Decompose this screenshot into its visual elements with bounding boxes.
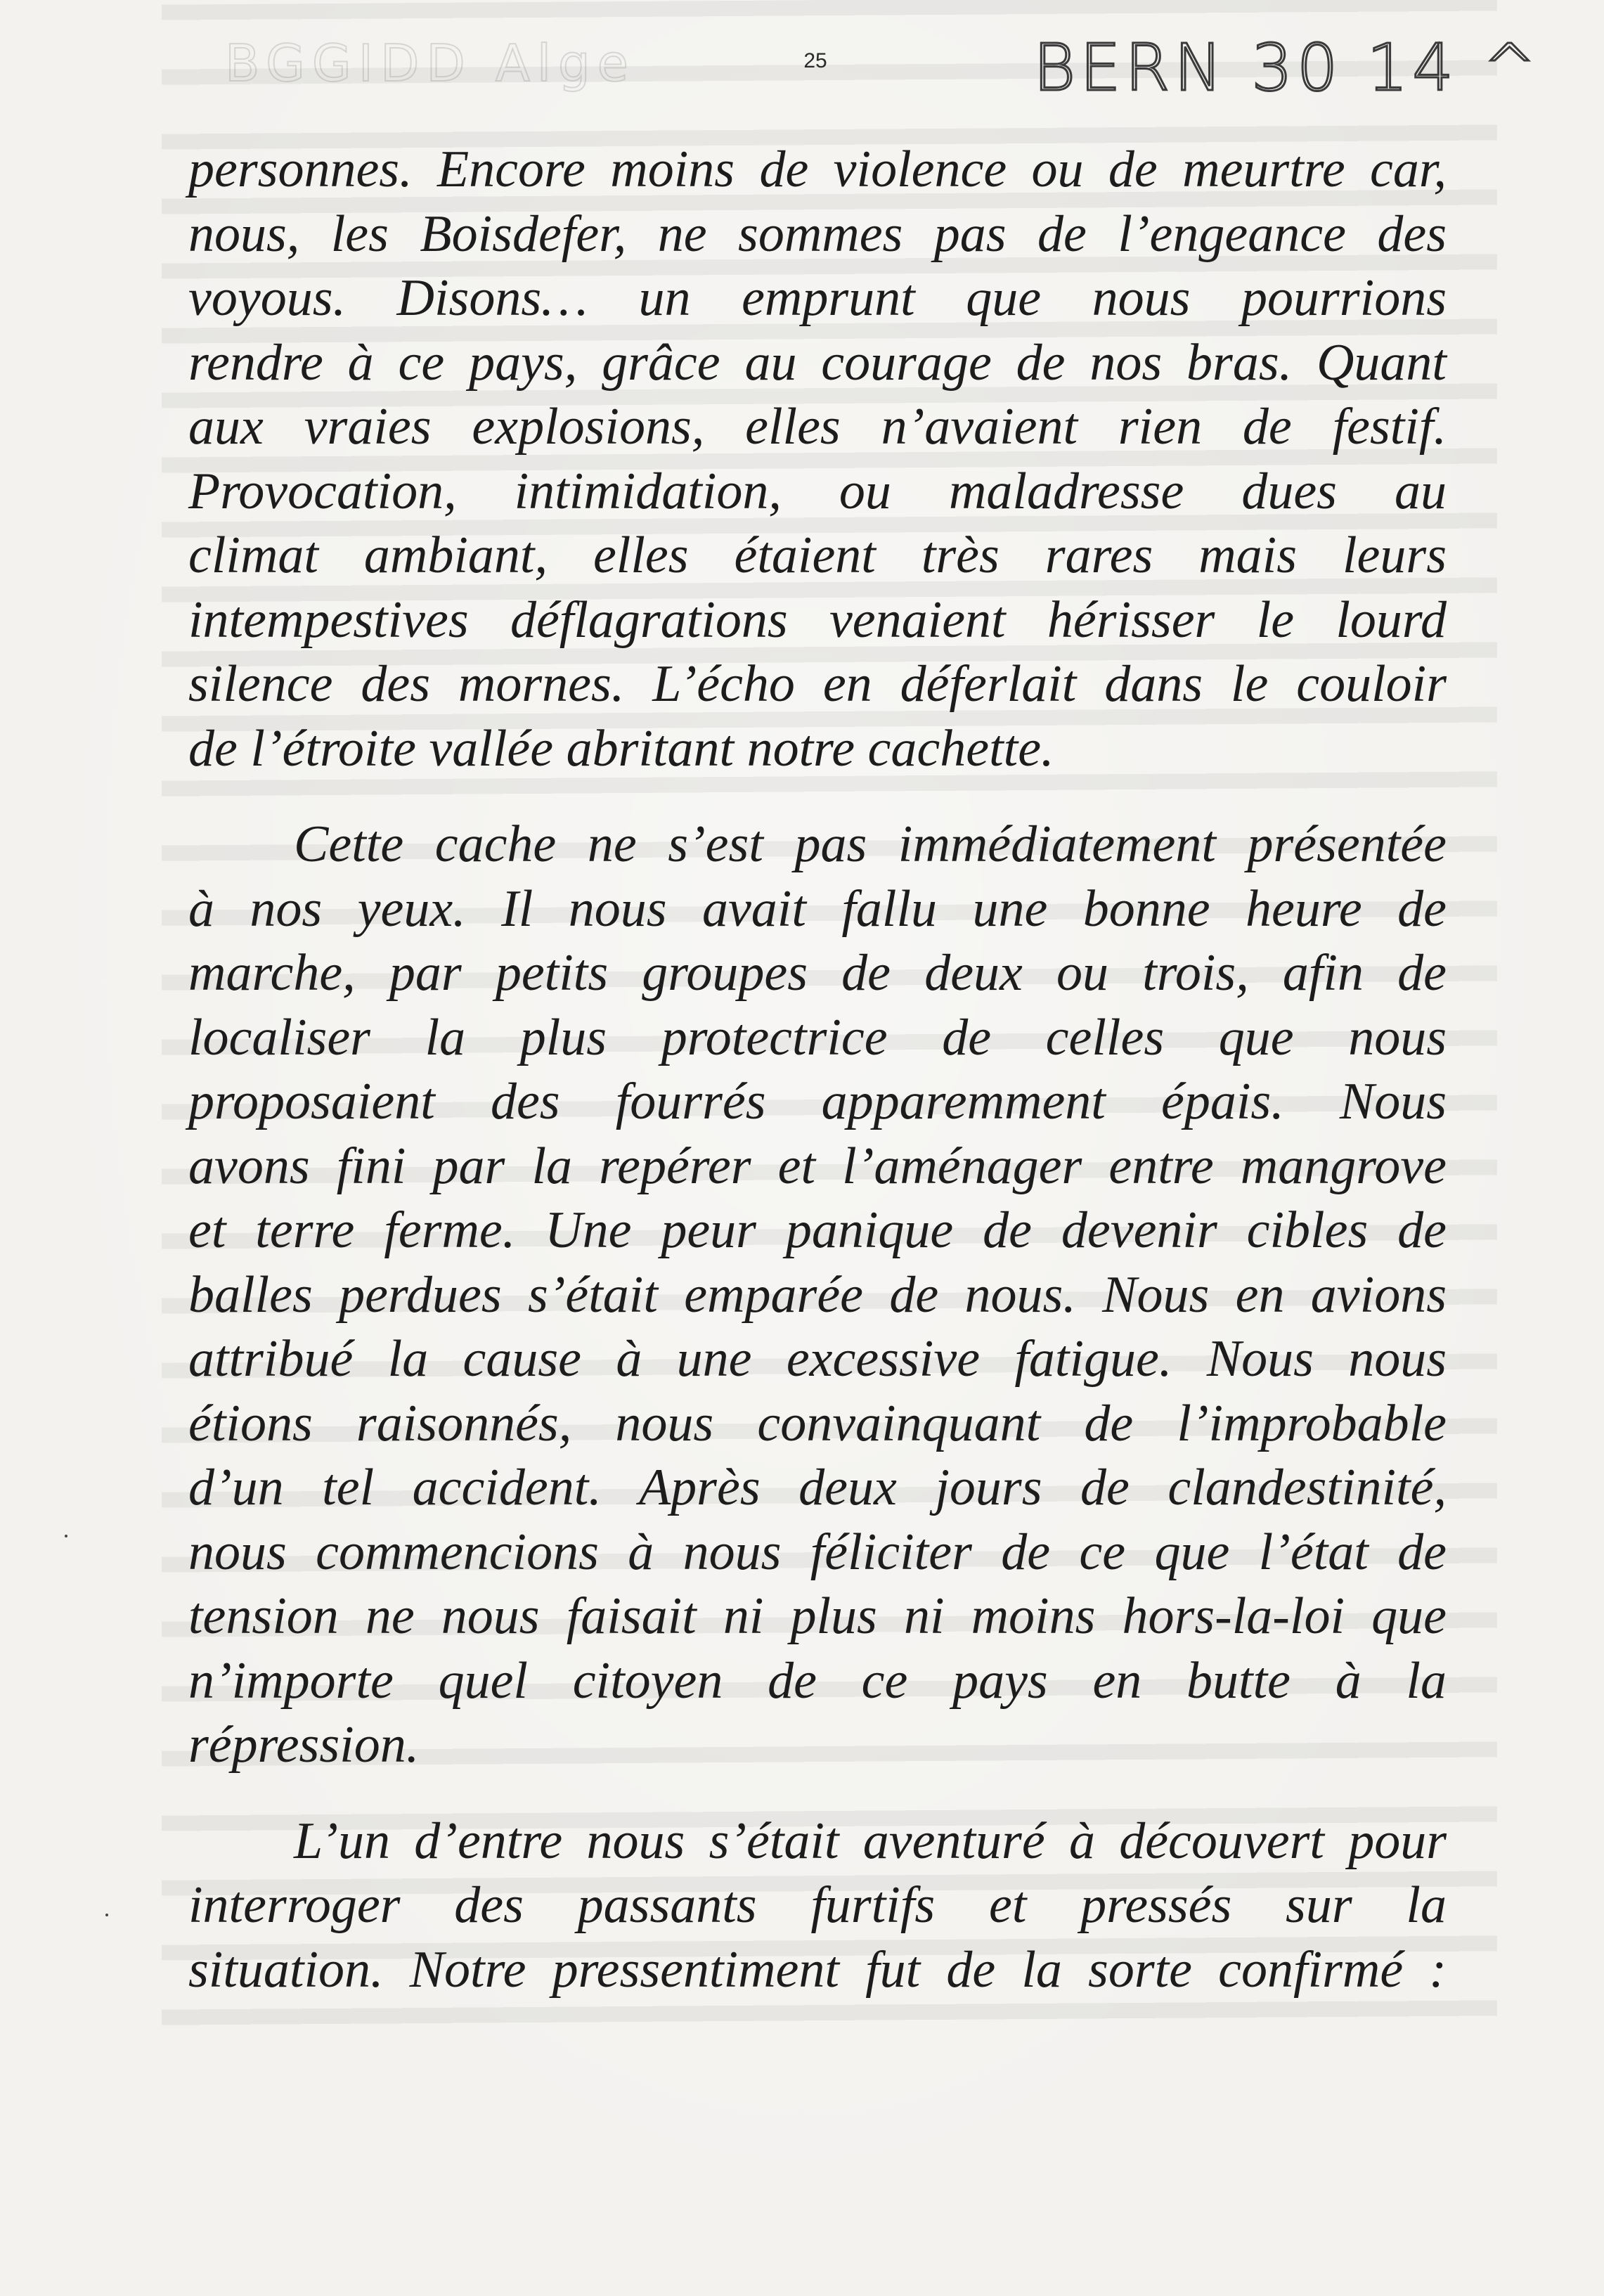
text-line: situation. Notre pressentiment fut de la sorte confirmé :	[188, 1940, 1447, 1999]
scan-speck	[105, 1914, 108, 1916]
text-line: n’importe quel citoyen de ce pays en butte à la	[188, 1651, 1447, 1710]
text-line: marche, par petits groupes de deux ou trois, afin de	[188, 944, 1447, 1002]
text-line: étions raisonnés, nous convainquant de l’improbable	[188, 1394, 1447, 1452]
text-line: interroger des passants furtifs et pressés sur la	[188, 1876, 1447, 1934]
scan-speck	[65, 1535, 67, 1537]
text-line: climat ambiant, elles étaient très rares mais leurs	[188, 527, 1447, 584]
text-line: L’un d’entre nous s’était aventuré à découvert pour	[294, 1812, 1447, 1870]
text-line: d’un tel accident. Après deux jours de clandestinité,	[188, 1459, 1447, 1516]
text-line: balles perdues s’était emparée de nous. Nous en avions	[188, 1265, 1447, 1324]
text-line: et terre ferme. Une peur panique de devenir cibles de	[188, 1201, 1447, 1259]
text-line: localiser la plus protectrice de celles que nous	[188, 1008, 1447, 1066]
handwritten-annotation	[1019, 20, 1582, 104]
text-line: tension ne nous faisait ni plus ni moins hors-la-loi que	[188, 1587, 1447, 1645]
text-line: rendre à ce pays, grâce au courage de nos bras. Quant	[188, 333, 1447, 392]
paragraph-gap	[188, 1778, 1447, 1810]
text-line: Cette cache ne s’est pas immédiatement présentée	[294, 815, 1447, 873]
text-line: nous, les Boisdefer, ne sommes pas de l’engeance des	[188, 205, 1447, 263]
text-line: Provocation, intimidation, ou maladresse dues au	[188, 462, 1447, 520]
text-line: attribué la cause à une excessive fatigue. Nous nous	[188, 1330, 1447, 1388]
text-line: répression.	[188, 1716, 420, 1774]
faint-stamp	[211, 21, 843, 98]
svg-text:BGGIDD Alge: BGGIDD Alge	[225, 34, 635, 93]
text-line: aux vraies explosions, elles n’avaient rien de festif.	[188, 398, 1447, 456]
text-line: de l’étroite vallée abritant notre cachette.	[188, 719, 1054, 778]
paragraph-gap	[188, 781, 1447, 813]
text-line: à nos yeux. Il nous avait fallu une bonne heure de	[188, 879, 1447, 938]
text-line: proposaient des fourrés apparemment épais. Nous	[188, 1073, 1447, 1130]
svg-text:BERN 30 14 ^: BERN 30 14 ^	[1033, 30, 1541, 104]
text-line: personnes. Encore moins de violence ou de meurtre car,	[188, 141, 1447, 198]
text-line: nous commencions à nous féliciter de ce que l’état de	[188, 1523, 1447, 1581]
text-line: silence des mornes. L’écho en déferlait dans le couloir	[188, 655, 1447, 713]
text-line: avons fini par la repérer et l’aménager entre mangrove	[188, 1137, 1447, 1195]
text-line: voyous. Disons… un emprunt que nous pourrions	[188, 269, 1447, 327]
body-text	[188, 138, 1447, 2002]
page-number: 25	[803, 49, 827, 72]
text-line: intempestives déflagrations venaient hérisser le lourd	[188, 591, 1447, 649]
